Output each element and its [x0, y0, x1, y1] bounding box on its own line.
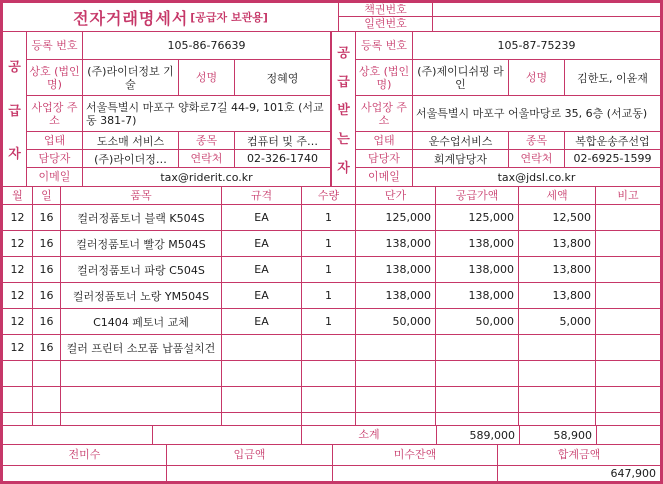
item-cell [596, 257, 660, 282]
prev-balance-value [3, 466, 166, 481]
supplier-name-label: 성명 [179, 60, 234, 95]
buyer-biztype-value: 운수업서비스 [413, 132, 508, 149]
item-cell [596, 361, 660, 386]
item-cell: 16 [33, 283, 60, 308]
item-cell: EA [222, 205, 301, 230]
buyer-address-label: 사업장 주소 [356, 96, 412, 131]
item-cell: 5,000 [519, 309, 595, 334]
item-cell [436, 413, 518, 425]
supplier-company-label: 상호 (법인명) [27, 60, 82, 95]
item-cell [302, 387, 355, 412]
buyer-reg-value: 105-87-75239 [413, 32, 660, 59]
items-column-header: 규격 [222, 187, 301, 204]
item-cell [3, 361, 32, 386]
party-label-char: 는 [337, 132, 350, 148]
serial-number-value [433, 17, 660, 31]
item-row [3, 413, 660, 425]
item-cell: 컬러정품토너 빨강 M504S [61, 231, 221, 256]
item-cell: 12 [3, 335, 32, 360]
item-row [3, 257, 660, 282]
buyer-address-value: 서울특별시 마포구 어울마당로 35, 6층 (서교동) [413, 96, 660, 131]
buyer-reg-label: 등록 번호 [356, 32, 412, 59]
subtotal-blank-1 [3, 426, 152, 444]
buyer-manager-value: 회계담당자 [413, 150, 508, 167]
item-cell: 1 [302, 257, 355, 282]
item-cell: C1404 페토너 교체 [61, 309, 221, 334]
item-cell: 컬러정품토너 노랑 YM504S [61, 283, 221, 308]
item-cell [596, 387, 660, 412]
supplier-reg-label: 등록 번호 [27, 32, 82, 59]
item-cell: 138,000 [356, 283, 435, 308]
items-column-header: 단가 [356, 187, 435, 204]
item-cell: 1 [302, 309, 355, 334]
buyer-email-label: 이메일 [356, 168, 412, 186]
item-cell: 1 [302, 205, 355, 230]
party-label-char: 공 [8, 60, 21, 76]
buyer-bizitem-value: 복합운송주선업 [565, 132, 660, 149]
supplier-bizitem-label: 종목 [179, 132, 234, 149]
item-cell: EA [222, 309, 301, 334]
item-cell: 16 [33, 309, 60, 334]
supplier-email-label: 이메일 [27, 168, 82, 186]
buyer-panel [332, 32, 660, 186]
subtotal-supply-value: 589,000 [437, 426, 519, 444]
supplier-fields [27, 32, 330, 186]
item-cell [222, 413, 301, 425]
supplier-name-value: 정혜영 [235, 60, 330, 95]
grand-total-label: 합계금액 [498, 445, 660, 465]
item-cell [356, 335, 435, 360]
page-title [3, 3, 338, 31]
deposit-value [167, 466, 332, 481]
supplier-biztype-label: 업태 [27, 132, 82, 149]
party-label-char: 자 [337, 161, 350, 177]
supplier-vertical-label [3, 32, 26, 186]
item-cell [356, 387, 435, 412]
buyer-name-value: 김한도, 이윤재 [565, 60, 660, 95]
item-cell [596, 309, 660, 334]
party-label-char: 받 [337, 103, 350, 119]
title-main: 전자거래명세서 [73, 8, 189, 28]
item-cell: 50,000 [436, 309, 518, 334]
buyer-fields [356, 32, 660, 186]
item-cell [302, 335, 355, 360]
item-cell [519, 361, 595, 386]
subtotal-label: 소계 [302, 426, 436, 444]
item-row [3, 309, 660, 334]
item-cell: EA [222, 257, 301, 282]
item-cell: 50,000 [356, 309, 435, 334]
item-cell: 컬러 프린터 소모품 납품설치건 [61, 335, 221, 360]
item-cell [222, 335, 301, 360]
item-cell [3, 387, 32, 412]
items-header-row [3, 187, 660, 204]
supplier-email-value: tax@riderit.co.kr [83, 168, 330, 186]
item-cell [33, 413, 60, 425]
items-rows [3, 205, 660, 425]
buyer-manager-label: 담당자 [356, 150, 412, 167]
item-row [3, 361, 660, 386]
supplier-biztype-value: 도소매 서비스 [83, 132, 178, 149]
item-cell: 12 [3, 257, 32, 282]
supplier-contact-label: 연락처 [179, 150, 234, 167]
item-cell [302, 361, 355, 386]
item-cell [61, 413, 221, 425]
item-cell [596, 205, 660, 230]
party-label-char: 공 [337, 45, 350, 61]
subtotal-row [3, 426, 660, 444]
item-cell: 12 [3, 205, 32, 230]
outstanding-label: 미수잔액 [333, 445, 497, 465]
item-cell: 12 [3, 231, 32, 256]
item-cell [302, 413, 355, 425]
item-cell: 138,000 [356, 257, 435, 282]
item-cell: 13,800 [519, 283, 595, 308]
party-label-char: 자 [8, 146, 21, 162]
item-cell [596, 335, 660, 360]
buyer-bizitem-label: 종목 [509, 132, 564, 149]
buyer-email-value: tax@jdsl.co.kr [413, 168, 660, 186]
supplier-manager-value: (주)라이더정… [83, 150, 178, 167]
item-cell: 138,000 [436, 283, 518, 308]
supplier-company-value: (주)라이더정보 기술 [83, 60, 178, 95]
item-cell [519, 335, 595, 360]
serial-number-label: 일련번호 [339, 17, 432, 31]
supplier-reg-value: 105-86-76639 [83, 32, 330, 59]
header-band [3, 3, 660, 31]
item-cell: 16 [33, 335, 60, 360]
item-cell [33, 361, 60, 386]
item-cell [436, 387, 518, 412]
item-cell [356, 413, 435, 425]
item-cell [3, 413, 32, 425]
item-cell: 125,000 [436, 205, 518, 230]
item-cell: 138,000 [356, 231, 435, 256]
item-cell [596, 283, 660, 308]
item-row [3, 387, 660, 412]
book-number-value [433, 3, 660, 16]
summary-header-row [3, 445, 660, 465]
items-column-header: 일 [33, 187, 60, 204]
item-cell [222, 361, 301, 386]
supplier-bizitem-value: 컴퓨터 및 주… [235, 132, 330, 149]
grand-total-value: 647,900 [498, 466, 660, 481]
item-row [3, 335, 660, 360]
items-column-header: 수량 [302, 187, 355, 204]
buyer-company-label: 상호 (법인명) [356, 60, 412, 95]
item-row [3, 205, 660, 230]
item-cell: 12 [3, 309, 32, 334]
buyer-name-label: 성명 [509, 60, 564, 95]
parties-section [3, 32, 660, 186]
item-cell [519, 387, 595, 412]
item-cell: 1 [302, 231, 355, 256]
subtotal-remark [597, 426, 660, 444]
title-suffix: [공급자 보관용] [190, 11, 268, 24]
item-cell: 컬러정품토너 파랑 C504S [61, 257, 221, 282]
item-cell: EA [222, 283, 301, 308]
supplier-address-value: 서울특별시 마포구 양화로7길 44-9, 101호 (서교동 381-7) [83, 96, 330, 131]
item-cell [596, 231, 660, 256]
item-cell [356, 361, 435, 386]
items-column-header: 월 [3, 187, 32, 204]
item-cell [61, 387, 221, 412]
item-cell [222, 387, 301, 412]
item-row [3, 231, 660, 256]
subtotal-tax-value: 58,900 [520, 426, 596, 444]
supplier-panel [3, 32, 330, 186]
item-cell: 12 [3, 283, 32, 308]
buyer-contact-value: 02-6925-1599 [565, 150, 660, 167]
items-table [3, 187, 660, 425]
item-cell [596, 413, 660, 425]
item-cell: 138,000 [436, 257, 518, 282]
supplier-contact-value: 02-326-1740 [235, 150, 330, 167]
buyer-contact-label: 연락처 [509, 150, 564, 167]
item-cell [436, 335, 518, 360]
item-row [3, 283, 660, 308]
item-cell: EA [222, 231, 301, 256]
book-number-label: 책권번호 [339, 3, 432, 16]
item-cell: 125,000 [356, 205, 435, 230]
buyer-biztype-label: 업태 [356, 132, 412, 149]
party-label-char: 급 [337, 74, 350, 90]
item-cell: 16 [33, 257, 60, 282]
supplier-manager-label: 담당자 [27, 150, 82, 167]
item-cell [519, 413, 595, 425]
supplier-address-label: 사업장 주소 [27, 96, 82, 131]
buyer-vertical-label [332, 32, 355, 186]
items-column-header: 품목 [61, 187, 221, 204]
item-cell [33, 387, 60, 412]
item-cell [61, 361, 221, 386]
deposit-label: 입금액 [167, 445, 332, 465]
prev-balance-label: 전미수 [3, 445, 166, 465]
item-cell: 1 [302, 283, 355, 308]
item-cell [436, 361, 518, 386]
items-column-header: 공급가액 [436, 187, 518, 204]
buyer-company-value: (주)제이디쉬핑 라인 [413, 60, 508, 95]
item-cell: 16 [33, 205, 60, 230]
item-cell: 13,800 [519, 257, 595, 282]
item-cell: 13,800 [519, 231, 595, 256]
item-cell: 12,500 [519, 205, 595, 230]
items-column-header: 세액 [519, 187, 595, 204]
outstanding-value [333, 466, 497, 481]
subtotal-blank-2 [153, 426, 301, 444]
item-cell: 컬러정품토너 블랙 K504S [61, 205, 221, 230]
summary-value-row [3, 466, 660, 481]
items-column-header: 비고 [596, 187, 660, 204]
item-cell: 16 [33, 231, 60, 256]
party-label-char: 급 [8, 103, 21, 119]
item-cell: 138,000 [436, 231, 518, 256]
